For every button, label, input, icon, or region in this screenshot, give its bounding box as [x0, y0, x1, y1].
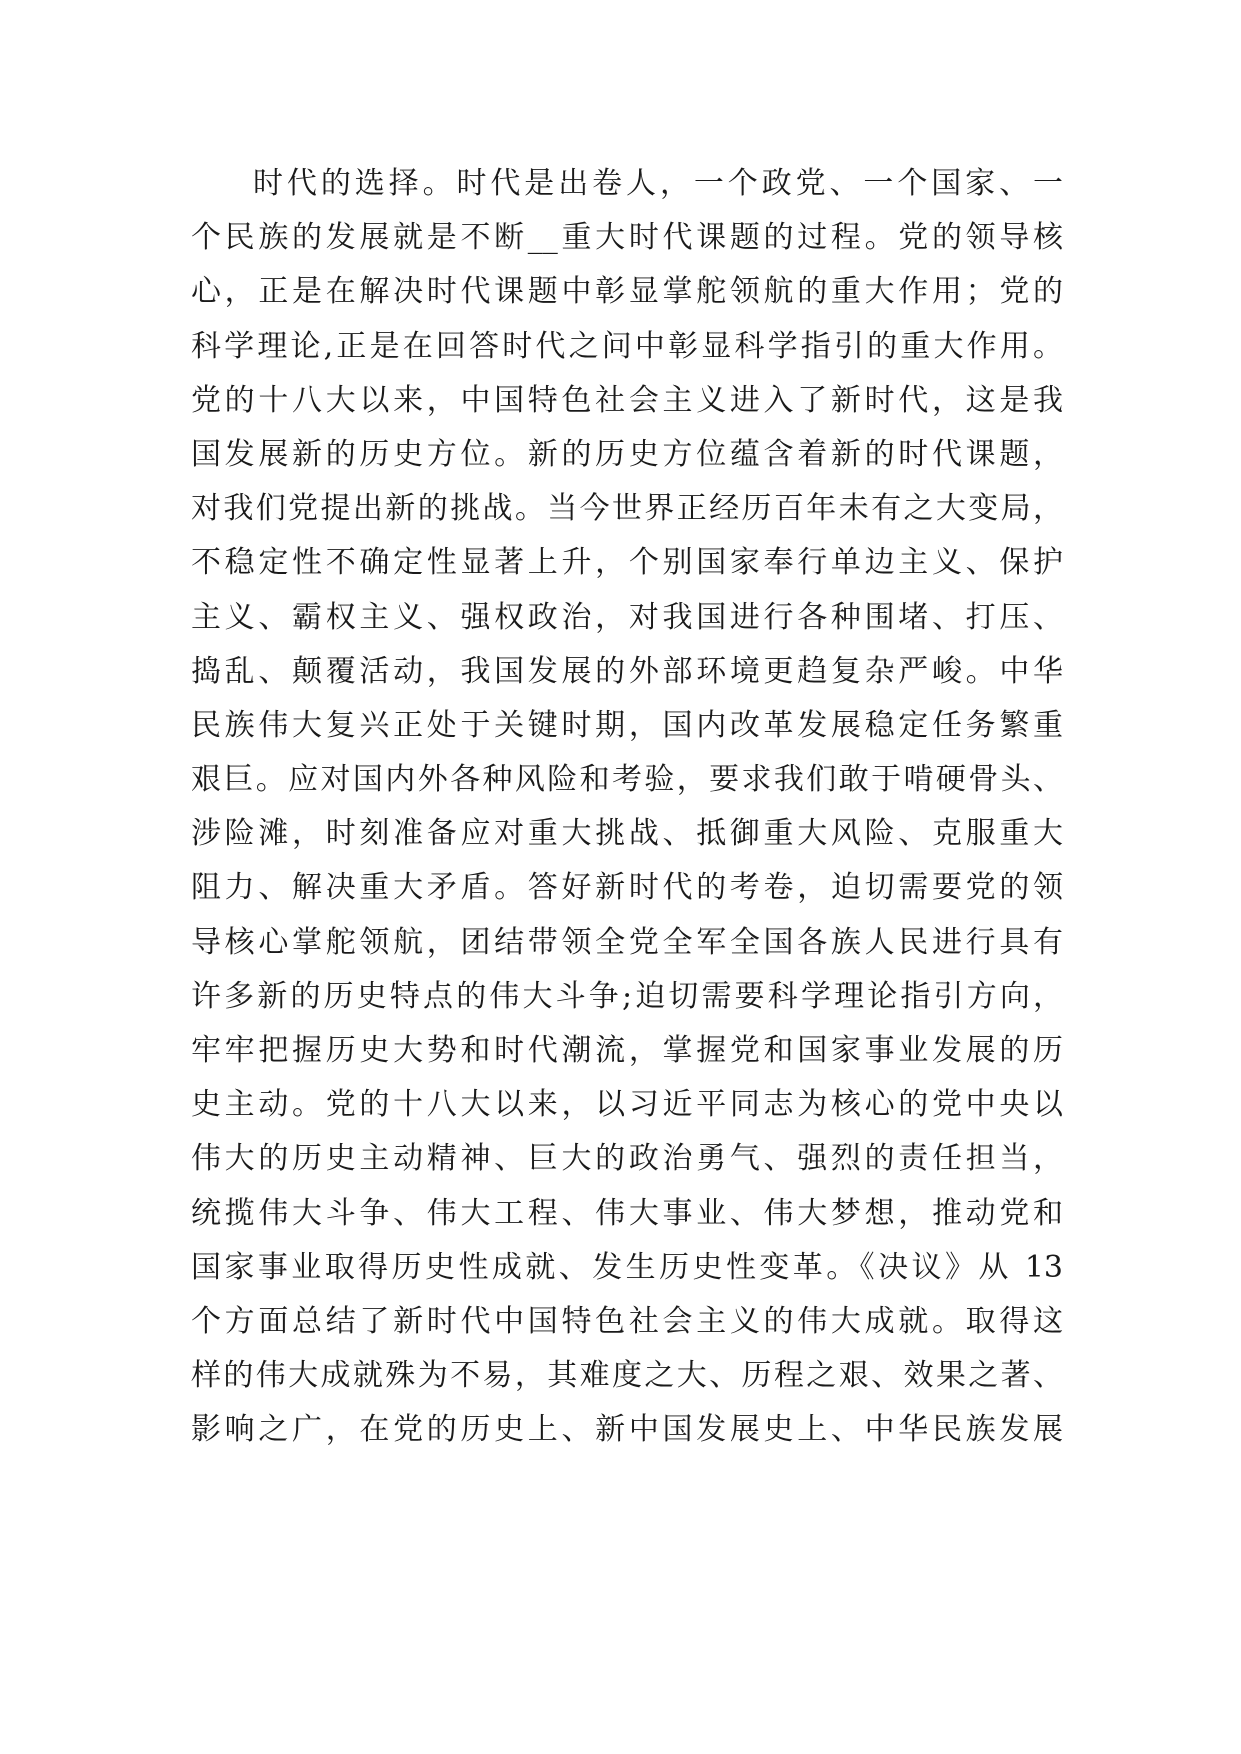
paragraph-line: 科学理论,正是在回答时代之问中彰显科学指引的重大作用。 — [191, 328, 1063, 364]
paragraph-line: 许多新的历史特点的伟大斗争;迫切需要科学理论指引方向， — [191, 978, 1063, 1014]
paragraph-line: 国家事业取得历史性成就、发生历史性变革。《决议》从 13 — [191, 1249, 1063, 1285]
paragraph-line: 不稳定性不确定性显著上升，个别国家奉行单边主义、保护 — [191, 545, 1063, 581]
paragraph-line: 涉险滩，时刻准备应对重大挑战、抵御重大风险、克服重大 — [191, 816, 1063, 852]
paragraph-line: 牢牢把握历史大势和时代潮流，掌握党和国家事业发展的历 — [191, 1033, 1063, 1068]
paragraph-line: 史主动。党的十八大以来，以习近平同志为核心的党中央以 — [191, 1087, 1063, 1123]
paragraph-line: 国发展新的历史方位。新的历史方位蕴含着新的时代课题， — [191, 436, 1063, 472]
paragraph-line: 心，正是在解决时代课题中彰显掌舵领航的重大作用；党的 — [191, 274, 1063, 310]
paragraph-line: 主义、霸权主义、强权政治，对我国进行各种围堵、打压、 — [191, 599, 1063, 635]
paragraph-line: 影响之广，在党的历史上、新中国发展史上、中华民族发展 — [191, 1412, 1063, 1448]
paragraph-line: 阻力、解决重大矛盾。答好新时代的考卷，迫切需要党的领 — [191, 870, 1063, 906]
paragraph-line: 捣乱、颠覆活动，我国发展的外部环境更趋复杂严峻。中华 — [191, 653, 1063, 689]
paragraph-line: 个方面总结了新时代中国特色社会主义的伟大成就。取得这 — [191, 1303, 1063, 1339]
paragraph-line: 党的十八大以来，中国特色社会主义进入了新时代，这是我 — [191, 382, 1063, 418]
paragraph-line: 个民族的发展就是不断__重大时代课题的过程。党的领导核 — [191, 220, 1063, 256]
body-paragraph — [191, 157, 1063, 1458]
paragraph-line: 民族伟大复兴正处于关键时期，国内改革发展稳定任务繁重 — [191, 707, 1063, 743]
paragraph-line: 导核心掌舵领航，团结带领全党全军全国各族人民进行具有 — [191, 924, 1063, 960]
paragraph-line: 样的伟大成就殊为不易，其难度之大、历程之艰、效果之著、 — [191, 1358, 1063, 1394]
paragraph-line: 伟大的历史主动精神、巨大的政治勇气、强烈的责任担当， — [191, 1141, 1063, 1177]
paragraph-line: 时代的选择。时代是出卷人，一个政党、一个国家、一 — [253, 166, 1063, 201]
paragraph-line: 对我们党提出新的挑战。当今世界正经历百年未有之大变局， — [191, 491, 1063, 527]
paragraph-line: 统揽伟大斗争、伟大工程、伟大事业、伟大梦想，推动党和 — [191, 1195, 1063, 1231]
paragraph-line: 艰巨。应对国内外各种风险和考验，要求我们敢于啃硬骨头、 — [191, 762, 1063, 798]
